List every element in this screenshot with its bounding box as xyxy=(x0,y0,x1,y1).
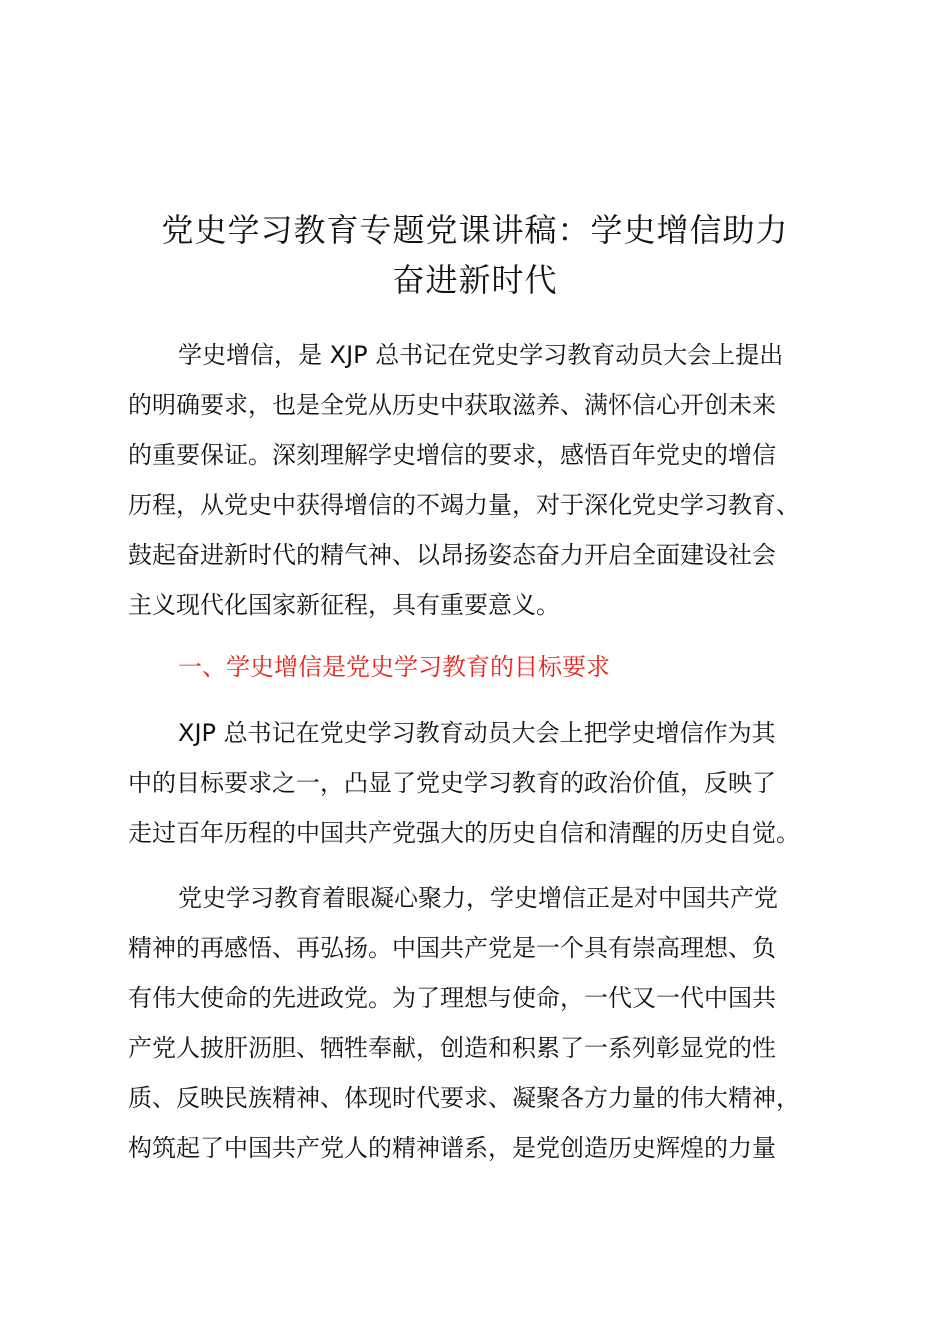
section-heading-1: 一、学史增信是党史学习教育的目标要求 xyxy=(178,653,610,681)
paragraph-3 xyxy=(128,873,828,1173)
paragraph-line: 精神的再感悟、再弘扬。中国共产党是一个具有崇高理想、负 xyxy=(128,934,776,962)
paragraph-line: 党史学习教育着眼凝心聚力，学史增信正是对中国共产党 xyxy=(178,884,778,912)
paragraph-line: 质、反映民族精神、体现时代要求、凝聚各方力量的伟大精神， xyxy=(128,1084,800,1112)
paragraph-line: XJP 总书记在党史学习教育动员大会上把学史增信作为其 xyxy=(178,719,776,747)
paragraph-line: 学史增信，是 XJP 总书记在党史学习教育动员大会上提出 xyxy=(178,341,784,369)
title-line-2: 奋进新时代 xyxy=(392,261,558,299)
paragraph-line: 鼓起奋进新时代的精气神、以昂扬姿态奋力开启全面建设社会 xyxy=(128,541,776,569)
paragraph-line: 产党人披肝沥胆、牺牲奉献，创造和积累了一系列彰显党的性 xyxy=(128,1034,776,1062)
title-line-1: 党史学习教育专题党课讲稿：学史增信助力 xyxy=(161,211,789,249)
paragraph-line: 主义现代化国家新征程，具有重要意义。 xyxy=(128,591,560,619)
paragraph-1 xyxy=(128,330,828,630)
paragraph-line: 构筑起了中国共产党人的精神谱系，是党创造历史辉煌的力量 xyxy=(128,1134,776,1162)
paragraph-2 xyxy=(128,708,828,858)
paragraph-line: 走过百年历程的中国共产党强大的历史自信和清醒的历史自觉。 xyxy=(128,819,800,847)
paragraph-line: 中的目标要求之一，凸显了党史学习教育的政治价值，反映了 xyxy=(128,769,776,797)
document-title xyxy=(110,205,840,305)
paragraph-line: 的明确要求，也是全党从历史中获取滋养、满怀信心开创未来 xyxy=(128,391,776,419)
paragraph-line: 的重要保证。深刻理解学史增信的要求，感悟百年党史的增信 xyxy=(128,441,776,469)
paragraph-line: 有伟大使命的先进政党。为了理想与使命，一代又一代中国共 xyxy=(128,984,776,1012)
paragraph-line: 历程，从党史中获得增信的不竭力量，对于深化党史学习教育、 xyxy=(128,491,800,519)
